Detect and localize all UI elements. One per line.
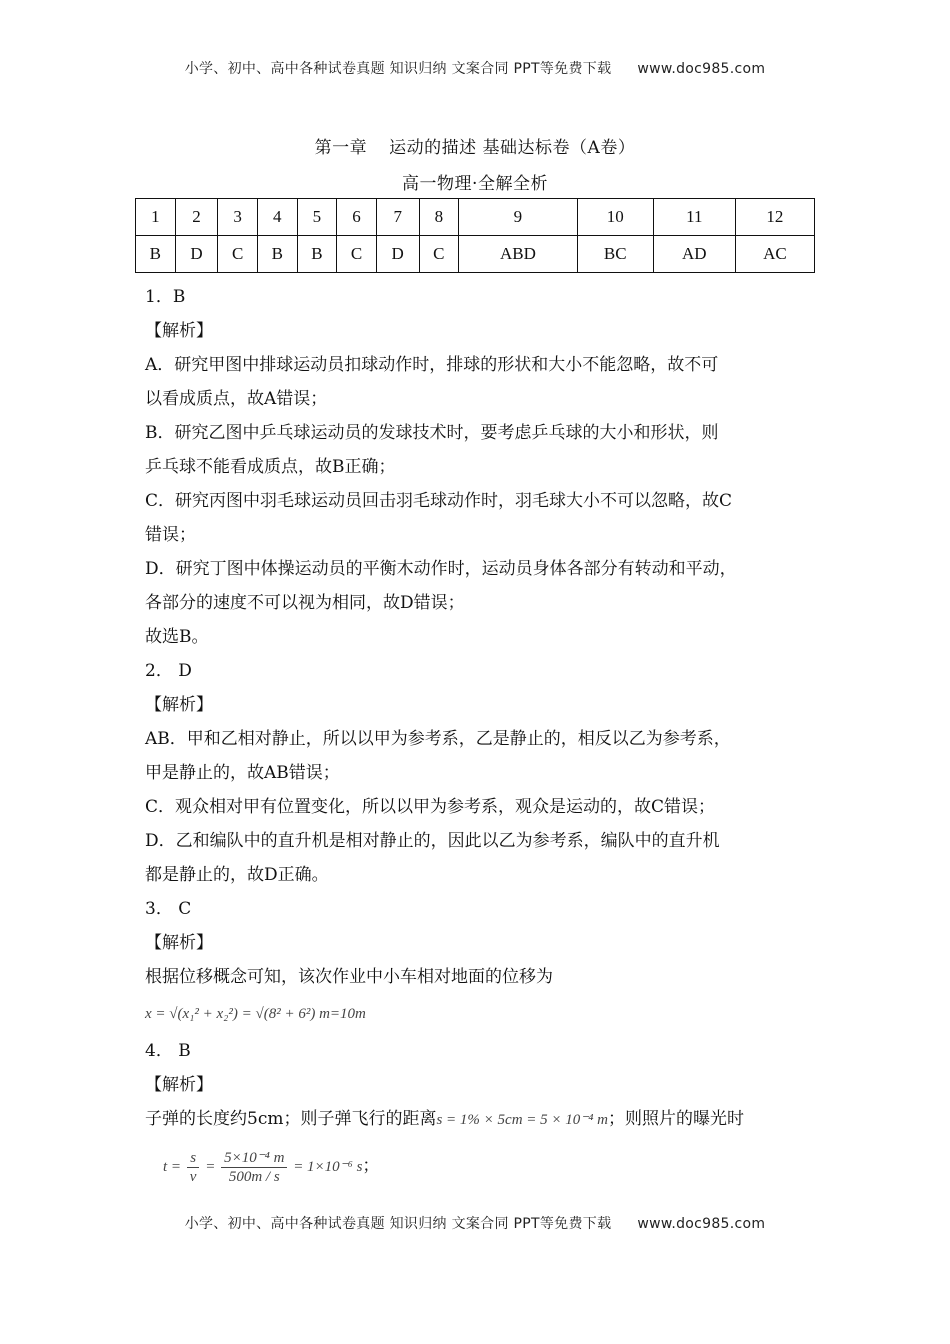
table-cell: D [376, 236, 419, 273]
table-cell: 7 [376, 199, 419, 236]
table-cell: 12 [735, 199, 814, 236]
table-cell: AC [735, 236, 814, 273]
answer-table-answer-row [136, 236, 815, 273]
analysis-label: 【解析】 [145, 695, 213, 715]
question-4-answer: 4． B [145, 1041, 191, 1061]
analysis-line: 错误； [145, 525, 196, 545]
analysis-line: 根据位移概念可知，该次作业中小车相对地面的位移为 [145, 967, 553, 987]
analysis-line: 都是静止的，故D正确。 [145, 865, 329, 885]
table-cell: AD [653, 236, 735, 273]
table-cell: BC [577, 236, 653, 273]
question-1-answer: 1．B [145, 287, 186, 307]
fraction-denominator: 500m / s [228, 1169, 280, 1186]
table-cell: C [337, 236, 377, 273]
chapter-label: 第一章 [314, 138, 368, 158]
solution-body [145, 280, 810, 1196]
analysis-line: 甲是静止的，故AB错误； [145, 763, 340, 783]
analysis-line: 各部分的速度不可以视为相同，故D错误； [145, 593, 465, 613]
analysis-line: 故选B。 [145, 627, 209, 647]
fraction-numerator: s [187, 1149, 200, 1168]
analysis-text: ；则照片的曝光时 [608, 1109, 744, 1129]
analysis-label: 【解析】 [145, 321, 213, 341]
displacement-formula: x = √(x₁² + x₂²) = √(8² + 6²) m=10m [145, 1006, 366, 1022]
table-cell: 1 [136, 199, 176, 236]
analysis-line: D．研究丁图中体操运动员的平衡木动作时，运动员身体各部分有转动和平动， [145, 559, 737, 579]
analysis-line: 乒乓球不能看成质点，故B正确； [145, 457, 396, 477]
answer-table-number-row [136, 199, 815, 236]
analysis-line: D．乙和编队中的直升机是相对静止的，因此以乙为参考系，编队中的直升机 [145, 831, 720, 851]
document-title [0, 133, 950, 158]
analysis-line: B．研究乙图中乒乓球运动员的发球技术时，要考虑乒乓球的大小和形状，则 [145, 423, 719, 443]
table-cell: 9 [459, 199, 578, 236]
table-cell: 5 [297, 199, 337, 236]
analysis-text: 子弹的长度约5cm；则子弹飞行的距离 [145, 1109, 437, 1129]
question-3-answer: 3． C [145, 899, 192, 919]
fraction-s-over-v [187, 1149, 200, 1186]
document-subtitle: 高一物理·全解全析 [402, 174, 548, 194]
table-cell: ABD [459, 236, 578, 273]
banner-text: 小学、初中、高中各种试卷真题 知识归纳 文案合同 PPT等免费下载 [184, 1216, 612, 1232]
table-cell: B [297, 236, 337, 273]
table-cell: D [175, 236, 218, 273]
fraction-values [221, 1149, 287, 1186]
table-cell: 6 [337, 199, 377, 236]
banner-text: 小学、初中、高中各种试卷真题 知识归纳 文案合同 PPT等免费下载 [184, 61, 612, 77]
analysis-line: AB．甲和乙相对静止，所以以甲为参考系，乙是静止的，相反以乙为参考系， [145, 729, 731, 749]
exam-title: 运动的描述 基础达标卷（A卷） [389, 138, 636, 158]
formula-rhs: = 1×10⁻⁶ s [293, 1159, 363, 1175]
footer-banner [0, 1213, 950, 1233]
analysis-line: 以看成质点，故A错误； [145, 389, 328, 409]
table-cell: C [218, 236, 258, 273]
analysis-label: 【解析】 [145, 1075, 213, 1095]
fraction-denominator: v [189, 1169, 197, 1186]
header-banner [0, 58, 950, 78]
fraction-numerator: 5×10⁻⁴ m [221, 1149, 287, 1168]
table-cell: 3 [218, 199, 258, 236]
analysis-line: C．研究丙图中羽毛球运动员回击羽毛球动作时，羽毛球大小不可以忽略，故C [145, 491, 733, 511]
table-cell: C [419, 236, 459, 273]
formula-tail: ； [362, 1156, 380, 1176]
answer-table [135, 198, 815, 273]
table-cell: 2 [175, 199, 218, 236]
table-cell: B [136, 236, 176, 273]
exposure-time-formula: t = $\frac{s}{v}$ = $\frac{\text{5×10⁻⁴ m}}{500m / s}$ = 1×10⁻⁶ s； [163, 1150, 380, 1186]
banner-url-link[interactable]: www.doc985.com [637, 61, 766, 77]
distance-formula: s = 1% × 5cm = 5 × 10⁻⁴ m [436, 1112, 608, 1128]
banner-url-link[interactable]: www.doc985.com [637, 1216, 766, 1232]
table-cell: 8 [419, 199, 459, 236]
table-cell: 4 [257, 199, 297, 236]
table-cell: 11 [653, 199, 735, 236]
analysis-line: A．研究甲图中排球运动员扣球动作时，排球的形状和大小不能忽略，故不可 [145, 355, 719, 375]
analysis-line [145, 1102, 810, 1137]
analysis-label: 【解析】 [145, 933, 213, 953]
question-2-answer: 2． D [145, 661, 192, 681]
table-cell: 10 [577, 199, 653, 236]
table-cell: B [257, 236, 297, 273]
analysis-line: C．观众相对甲有位置变化，所以以甲为参考系，观众是运动的，故C错误； [145, 797, 716, 817]
formula-lhs: t = [163, 1159, 182, 1175]
